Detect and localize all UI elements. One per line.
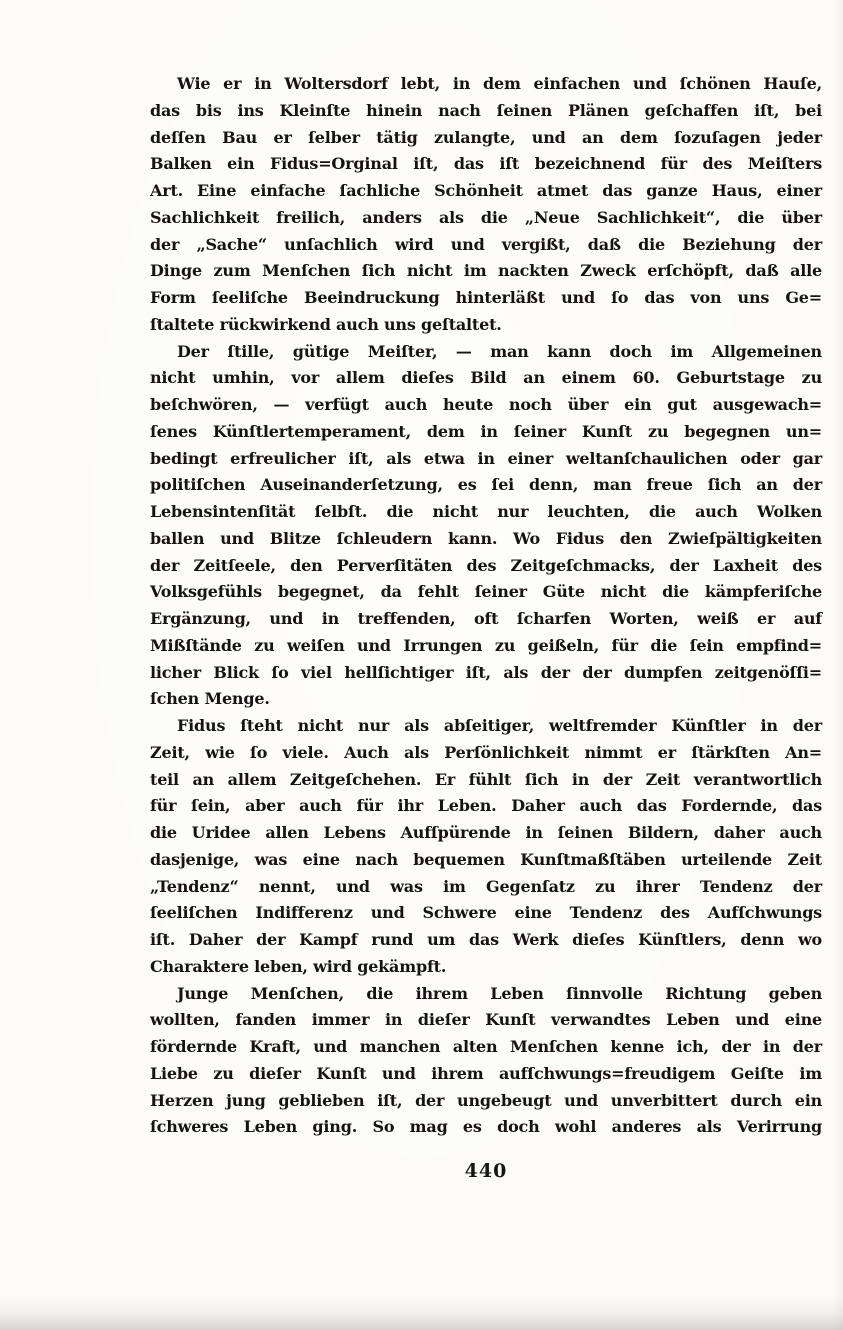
- text-line: licher Blick ſo viel hellſichtiger iſt, als der der dumpfen zeitgenöſſi=: [150, 662, 822, 682]
- paragraph: [150, 71, 822, 339]
- page-number: 440: [464, 1160, 508, 1182]
- text-line: beſchwören, — verfügt auch heute noch über ein gut ausgewach=: [150, 395, 822, 414]
- text-line: Mißſtände zu weiſen und Irrungen zu geißeln, für die ſein empfind=: [150, 635, 822, 655]
- text-line: bedingt erfreulicher iſt, als etwa in einer weltanſchaulichen oder gar: [150, 448, 822, 468]
- text-line: wollten, fanden immer in dieſer Kunſt verwandtes Leben und eine: [150, 1010, 822, 1030]
- text-line: ſchen Menge.: [150, 689, 270, 709]
- text-line: ſeeliſchen Indifferenz und Schwere eine Tendenz des Aufſchwungs: [150, 903, 822, 923]
- text-line: ſenes Künſtlertemperament, dem in ſeiner Kunſt zu begegnen un=: [150, 421, 822, 441]
- text-line: Balken ein Fidus=Orginal iſt, das iſt bezeichnend für des Meiſters: [150, 154, 822, 174]
- text-line: Form ſeeliſche Beeindruckung hinterläßt und ſo das von uns Ge=: [150, 288, 822, 307]
- text-line: Liebe zu dieſer Kunſt und ihrem aufſchwungs=freudigem Geiſte im: [150, 1063, 822, 1083]
- text-line: der „Sache“ unſachlich wird und vergißt, daß die Beziehung der: [150, 234, 822, 254]
- text-line: fördernde Kraft, und manchen alten Menſchen kenne ich, der in der: [150, 1037, 822, 1056]
- text-line: nicht umhin, vor allem dieſes Bild an einem 60. Geburtstage zu: [150, 368, 822, 388]
- scan-bottom-edge-shading: [0, 1296, 843, 1330]
- text-line: Wie er in Woltersdorf lebt, in dem einfachen und ſchönen Hauſe,: [177, 74, 822, 93]
- text-line: ſchweres Leben ging. So mag es doch wohl anderes als Verirrung: [150, 1117, 822, 1137]
- text-line: teil an allem Zeitgeſchehen. Er fühlt ſich in der Zeit verantwortlich: [150, 769, 822, 789]
- text-line: Fidus ſteht nicht nur als abſeitiger, weltfremder Künſtler in der: [177, 716, 822, 735]
- text-line: für ſein, aber auch für ihr Leben. Daher auch das Fordernde, das: [150, 796, 822, 816]
- scan-right-edge-shading: [833, 0, 843, 1330]
- paragraph: [150, 339, 822, 714]
- paragraph: [150, 713, 822, 981]
- text-line: Junge Menſchen, die ihrem Leben ſinnvolle Richtung geben: [177, 983, 822, 1003]
- text-line: Volksgefühls begegnet, da fehlt ſeiner Güte nicht die kämpferiſche: [150, 582, 822, 602]
- paragraph: [150, 981, 822, 1142]
- text-line: dasjenige, was eine nach bequemen Kunſtmaßſtäben urteilende Zeit: [150, 849, 822, 869]
- text-line: Art. Eine einfache ſachliche Schönheit atmet das ganze Haus, einer: [150, 181, 822, 200]
- text-line: Sachlichkeit freilich, anders als die „Neue Sachlichkeit“, die über: [150, 207, 822, 227]
- text-line: Herzen jung geblieben iſt, der ungebeugt und unverbittert durch ein: [150, 1090, 822, 1110]
- text-line: ballen und Blitze ſchleudern kann. Wo Fidus den Zwieſpältigkeiten: [150, 528, 822, 548]
- text-line: das bis ins Kleinſte hinein nach ſeinen Plänen geſchaffen iſt, bei: [150, 100, 822, 120]
- text-line: iſt. Daher der Kampf rund um das Werk dieſes Künſtlers, denn wo: [150, 930, 822, 949]
- text-line: Ergänzung, und in treffenden, oft ſcharfen Worten, weiß er auf: [150, 609, 822, 628]
- text-line: Der ſtille, gütige Meiſter, — man kann doch im Allgemeinen: [177, 341, 822, 361]
- text-line: Dinge zum Menſchen ſich nicht im nackten Zweck erſchöpft, daß alle: [150, 261, 822, 281]
- text-line: deſſen Bau er ſelber tätig zulangte, und an dem ſozuſagen jeder: [150, 127, 822, 147]
- text-line: Lebensintenſität ſelbſt. die nicht nur leuchten, die auch Wolken: [150, 502, 822, 521]
- text-line: ſtaltete rückwirkend auch uns geſtaltet.: [150, 314, 502, 334]
- text-block: [150, 71, 822, 1141]
- text-line: der Zeitſeele, den Perverſitäten des Zeitgeſchmacks, der Laxheit des: [150, 555, 822, 575]
- text-line: politiſchen Auseinanderſetzung, es ſei denn, man freue ſich an der: [150, 475, 822, 495]
- text-line: die Uridee allen Lebens Aufſpürende in ſeinen Bildern, daher auch: [150, 823, 822, 842]
- text-line: Charaktere leben, wird gekämpft.: [150, 956, 447, 976]
- text-line: „Tendenz“ nennt, und was im Gegenſatz zu ihrer Tendenz der: [150, 876, 822, 896]
- text-line: Zeit, wie ſo viele. Auch als Perſönlichkeit nimmt er ſtärkſten An=: [150, 742, 822, 762]
